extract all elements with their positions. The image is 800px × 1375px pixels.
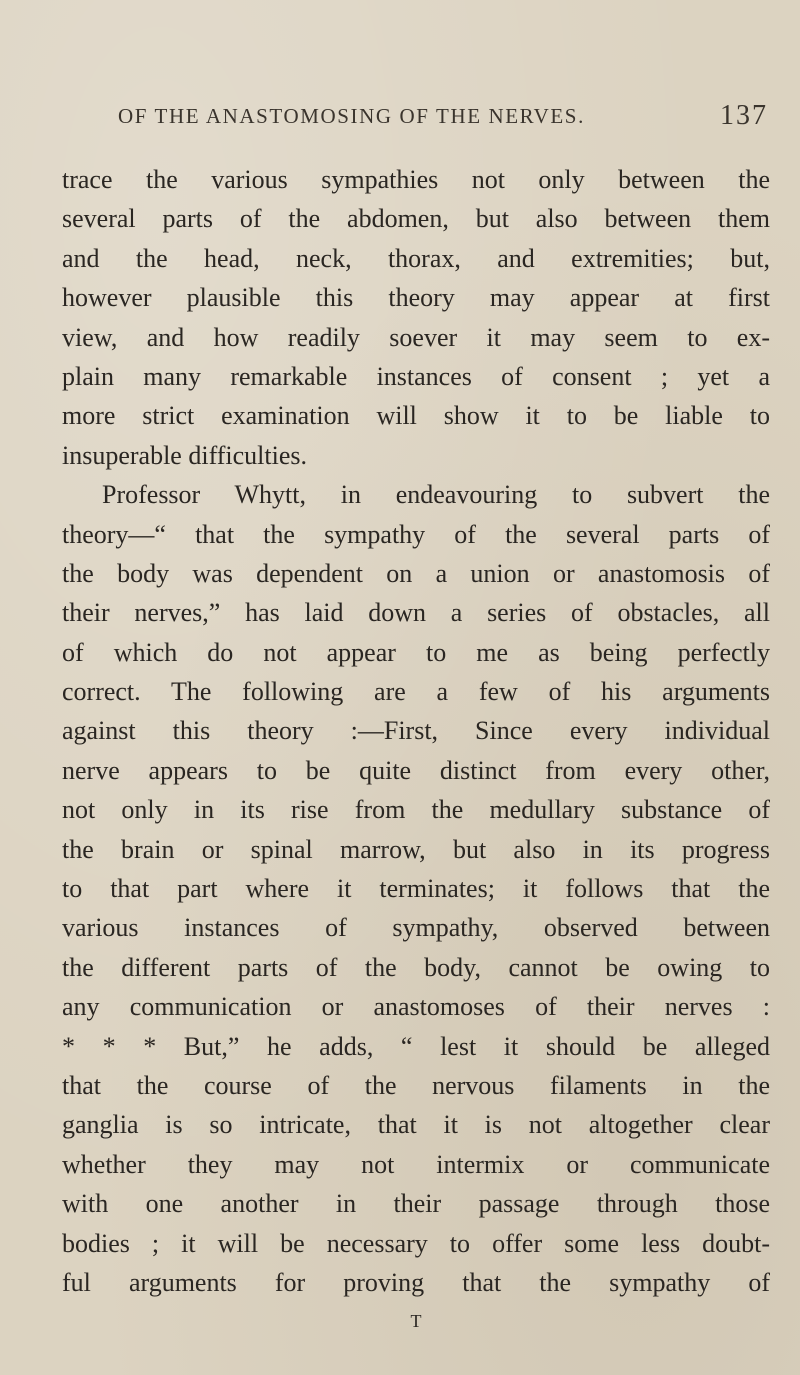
text-line: any communication or anastomoses of their nerves : xyxy=(62,992,770,1022)
signature-line xyxy=(62,1302,770,1341)
text-line: nerve appears to be quite distinct from every other, xyxy=(62,755,770,785)
text-line: the different parts of the body, cannot be owing to xyxy=(62,952,770,982)
text-line: correct. The following are a few of his arguments xyxy=(62,677,770,707)
text-line: not only in its rise from the medullary substance of xyxy=(62,795,770,825)
text-line: Professor Whytt, in endeavouring to subvert the xyxy=(102,480,770,510)
running-head xyxy=(118,100,768,138)
text-line: view, and how readily soever it may seem to ex- xyxy=(62,322,770,352)
body-text xyxy=(62,160,770,1342)
text-line: that the course of the nervous filaments in the xyxy=(62,1070,770,1100)
text-line: several parts of the abdomen, but also between them xyxy=(62,204,770,234)
text-line: * * * But,” he adds, “ lest it should be alleged xyxy=(62,1031,770,1061)
text-line: of which do not appear to me as being perfectly xyxy=(62,637,770,667)
text-line: however plausible this theory may appear at first xyxy=(62,283,770,313)
text-line: theory—“ that the sympathy of the several parts of xyxy=(62,519,770,549)
text-line: the brain or spinal marrow, but also in its progress xyxy=(62,834,770,864)
text-line: bodies ; it will be necessary to offer some less doubt- xyxy=(62,1228,770,1258)
text-line: insuperable difficulties. xyxy=(62,440,308,470)
text-line: more strict examination will show it to be liable to xyxy=(62,401,770,431)
running-head-title: OF THE ANASTOMOSING OF THE NERVES. xyxy=(118,104,585,128)
text-line: various instances of sympathy, observed between xyxy=(62,913,770,943)
text-line: ganglia is so intricate, that it is not altogether clear xyxy=(62,1110,770,1140)
text-line: their nerves,” has laid down a series of obstacles, all xyxy=(62,598,770,628)
text-line: plain many remarkable instances of consent ; yet a xyxy=(62,361,770,391)
text-line: the body was dependent on a union or anastomosis of xyxy=(62,558,770,588)
text-line: to that part where it terminates; it follows that the xyxy=(62,874,770,904)
text-line: and the head, neck, thorax, and extremities; but, xyxy=(62,243,770,273)
signature-mark: T xyxy=(410,1311,422,1332)
text-line: trace the various sympathies not only between the xyxy=(62,165,770,194)
text-line: ful arguments for proving that the sympathy of xyxy=(62,1267,770,1297)
text-line: whether they may not intermix or communicate xyxy=(62,1149,770,1179)
text-line: with one another in their passage through those xyxy=(62,1189,770,1219)
text-line: against this theory :—First, Since every individual xyxy=(62,716,770,746)
page-number: 137 xyxy=(720,100,768,131)
